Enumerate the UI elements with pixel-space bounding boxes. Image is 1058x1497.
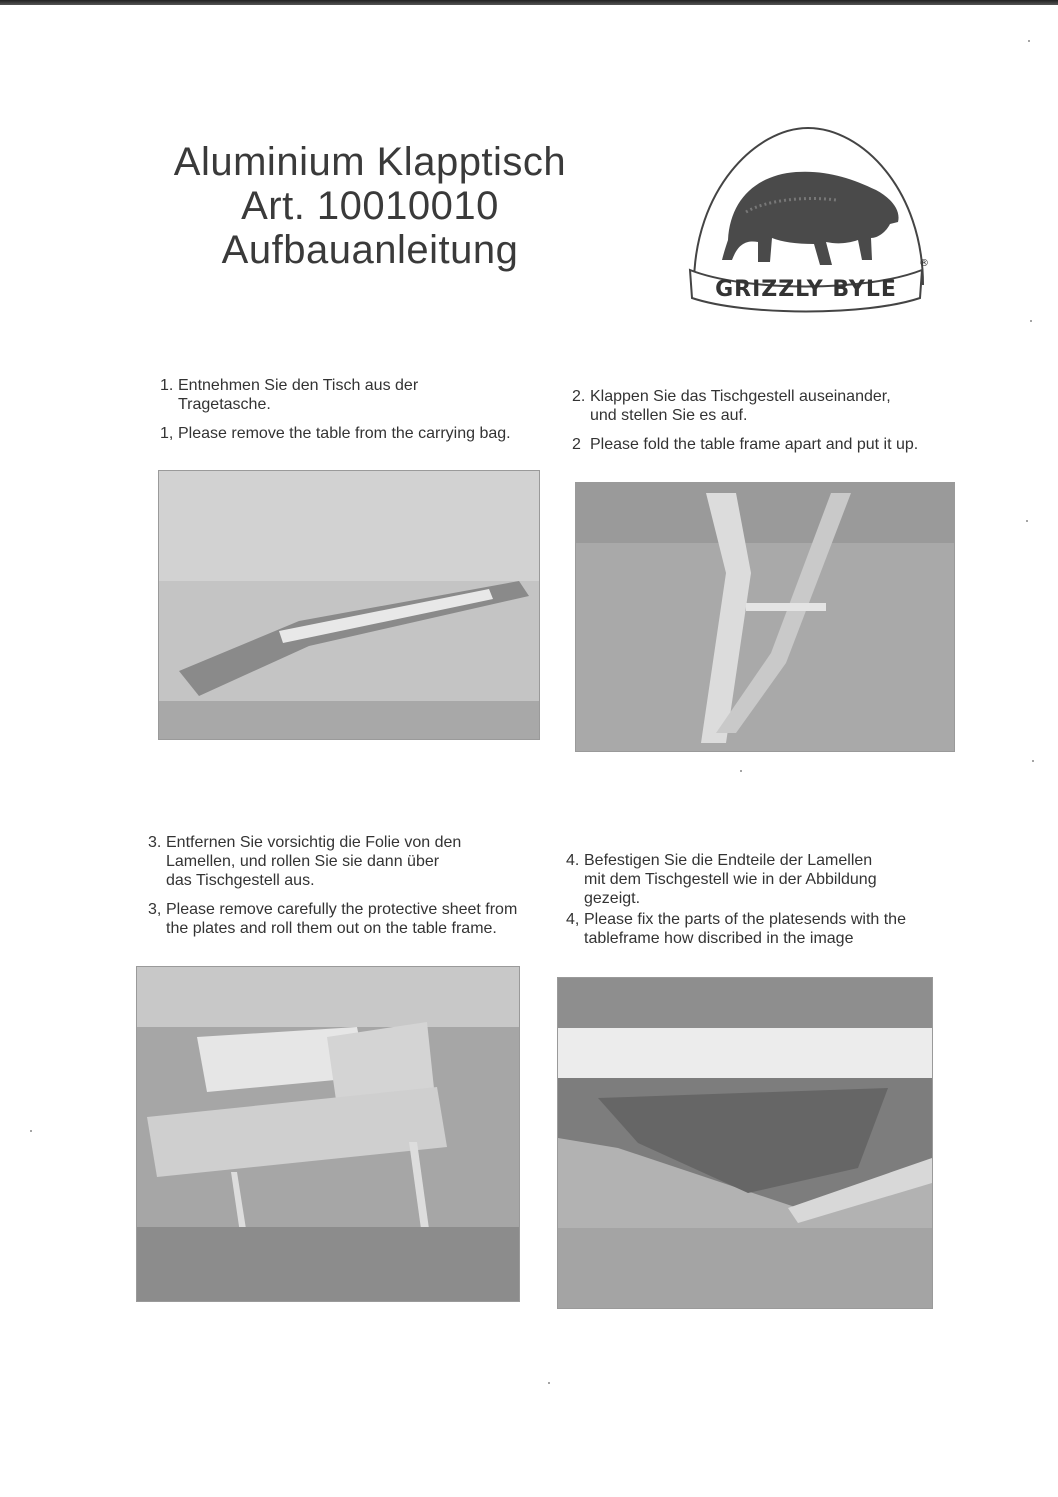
instruction-text: Entfernen Sie vorsichtig die Folie von den: [166, 834, 462, 851]
step-4-english: [566, 910, 966, 948]
step-2-photo: [575, 482, 955, 752]
step-number: 3.: [148, 834, 162, 851]
instruction-text: Please remove carefully the protective sheet from: [166, 901, 518, 918]
instruction-text: Entnehmen Sie den Tisch aus der: [178, 377, 419, 394]
document-title: [140, 140, 600, 272]
step-3-german: [148, 833, 558, 890]
scan-speck: [548, 1382, 550, 1384]
instruction-text: the plates and roll them out on the table frame.: [166, 920, 497, 937]
instruction-text: Please fold the table frame apart and put it up.: [590, 436, 919, 453]
instruction-text: mit dem Tischgestell wie in der Abbildung: [584, 871, 877, 888]
step-2-english: [572, 435, 972, 454]
scan-speck: [740, 770, 742, 772]
page-top-border: [0, 0, 1058, 5]
instruction-text: Please remove the table from the carrying bag.: [178, 425, 511, 442]
instruction-text: tableframe how discribed in the image: [584, 930, 854, 947]
bear-icon: [686, 120, 931, 315]
step-1-english: [160, 424, 560, 443]
step-number: 1,: [160, 425, 174, 442]
svg-text:®: ®: [919, 258, 929, 269]
instruction-text: Lamellen, und rollen Sie sie dann über: [166, 853, 440, 870]
step-1: [160, 376, 560, 443]
scan-speck: [1030, 320, 1032, 322]
instruction-text: das Tischgestell aus.: [166, 872, 315, 889]
step-3-english: [148, 900, 558, 938]
instruction-text: Befestigen Sie die Endteile der Lamellen: [584, 852, 873, 869]
svg-text:GRIZZLY BYLE: GRIZZLY BYLE: [715, 277, 897, 302]
scan-speck: [1026, 520, 1028, 522]
scan-speck: [1028, 40, 1030, 42]
scan-speck: [1032, 760, 1034, 762]
step-1-photo: [158, 470, 540, 740]
instruction-text: Tragetasche.: [178, 396, 271, 413]
step-4-german: [566, 851, 966, 908]
step-3-photo: [136, 966, 520, 1302]
instruction-text: gezeigt.: [584, 890, 641, 907]
step-number: 4,: [566, 911, 580, 928]
scan-speck: [30, 1130, 32, 1132]
step-1-german: [160, 376, 560, 414]
title-line-instructions: Aufbauanleitung: [221, 228, 519, 272]
step-number: 2.: [572, 388, 586, 405]
instruction-text: Please fix the parts of the platesends with the: [584, 911, 906, 928]
instruction-text: Klappen Sie das Tischgestell auseinander,: [590, 388, 891, 405]
step-number: 2: [572, 436, 581, 453]
step-number: 1.: [160, 377, 174, 394]
instruction-text: und stellen Sie es auf.: [590, 407, 748, 424]
title-line-article: Art. 10010010: [241, 184, 499, 228]
step-number: 4.: [566, 852, 580, 869]
step-number: 3,: [148, 901, 162, 918]
title-line-product: Aluminium Klapptisch: [173, 140, 567, 184]
step-3: [148, 833, 558, 938]
step-2: [572, 387, 972, 454]
step-2-german: [572, 387, 972, 425]
grizzly-logo: [686, 120, 931, 315]
step-4: [566, 851, 966, 948]
step-4-photo: [557, 977, 933, 1309]
